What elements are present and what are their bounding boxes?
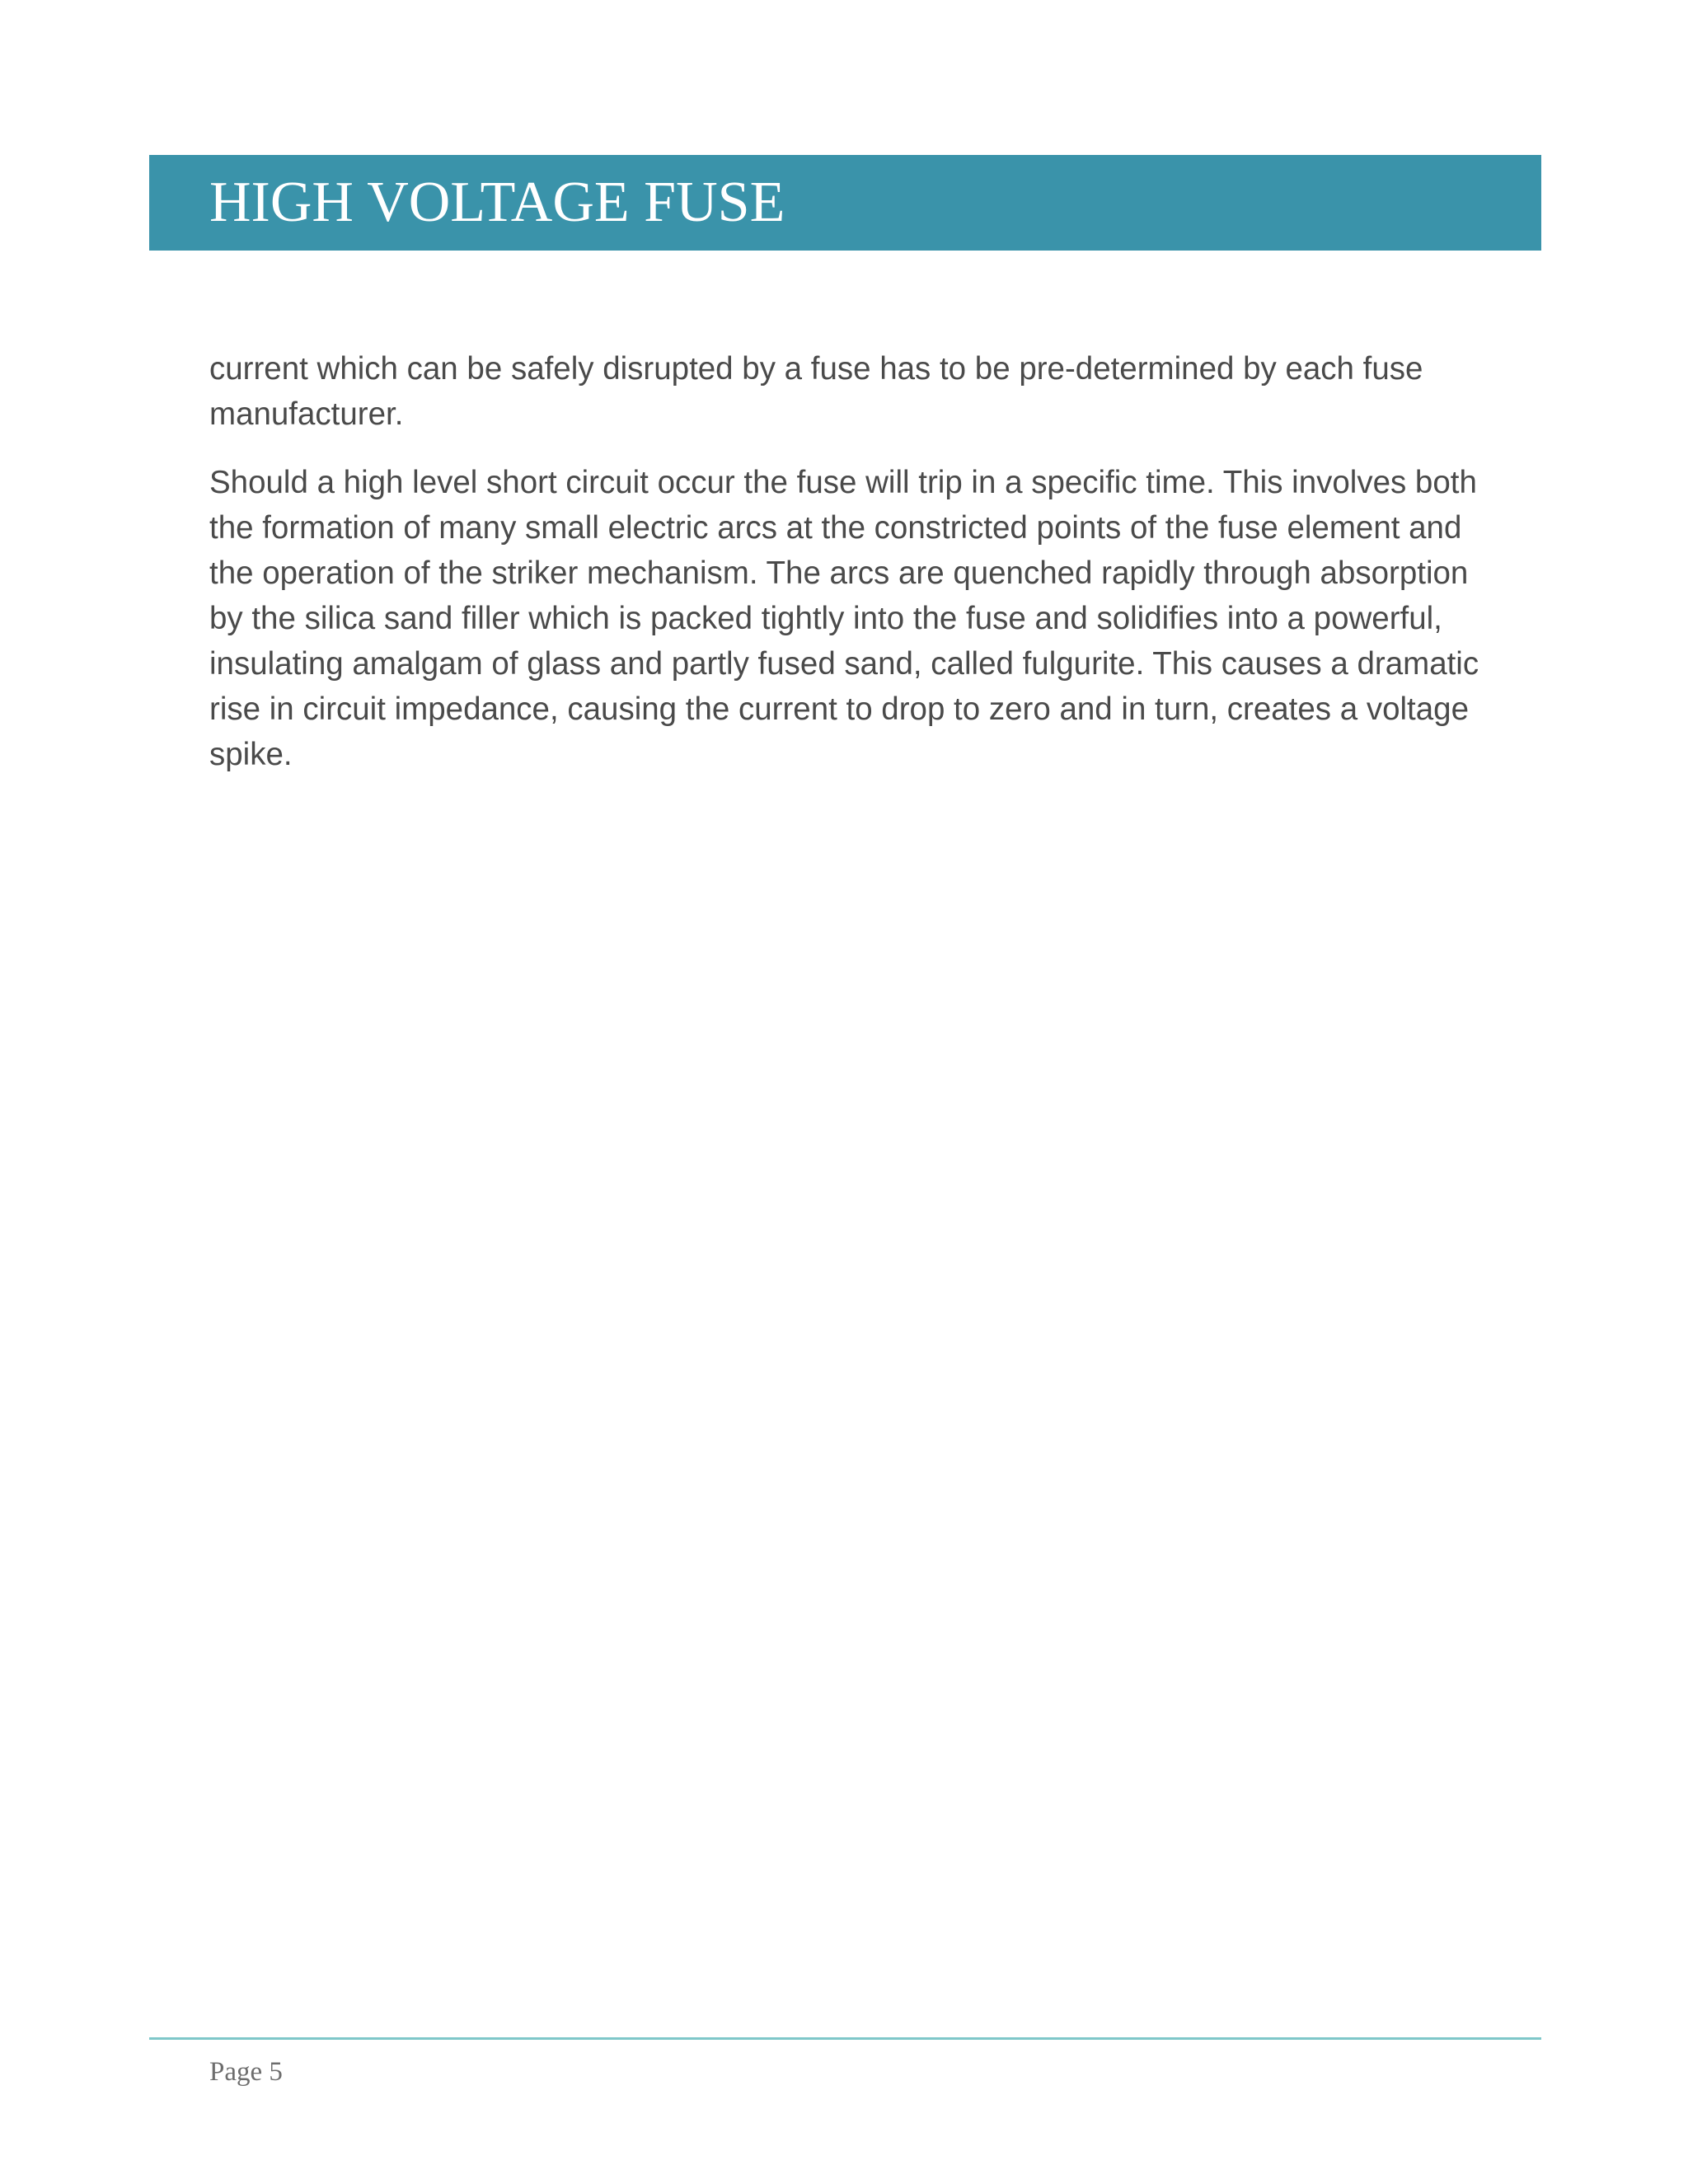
paragraph-continuation: current which can be safely disrupted by a fuse has to be pre-determined by each fuse manufacturer. bbox=[209, 351, 1423, 432]
page-title: HIGH VOLTAGE FUSE bbox=[209, 171, 785, 234]
body-content bbox=[209, 346, 1495, 777]
footer-divider bbox=[149, 2037, 1541, 2040]
header-banner bbox=[149, 155, 1541, 251]
page-number: Page 5 bbox=[209, 2057, 283, 2087]
paragraph-short-circuit: Should a high level short circuit occur the fuse will trip in a specific time. This involves both the formation of many small electric arcs at the constricted points of the fuse element and the operation of the striker mechanism. The arcs are quenched rapidly through absorption by the silica sand filler which is packed tightly into the fuse and solidifies into a powerful, insulating amalgam of glass and partly fused sand, called fulgurite. This causes a dramatic rise in circuit impedance, causing the current to drop to zero and in turn, creates a voltage spike. bbox=[209, 465, 1479, 772]
